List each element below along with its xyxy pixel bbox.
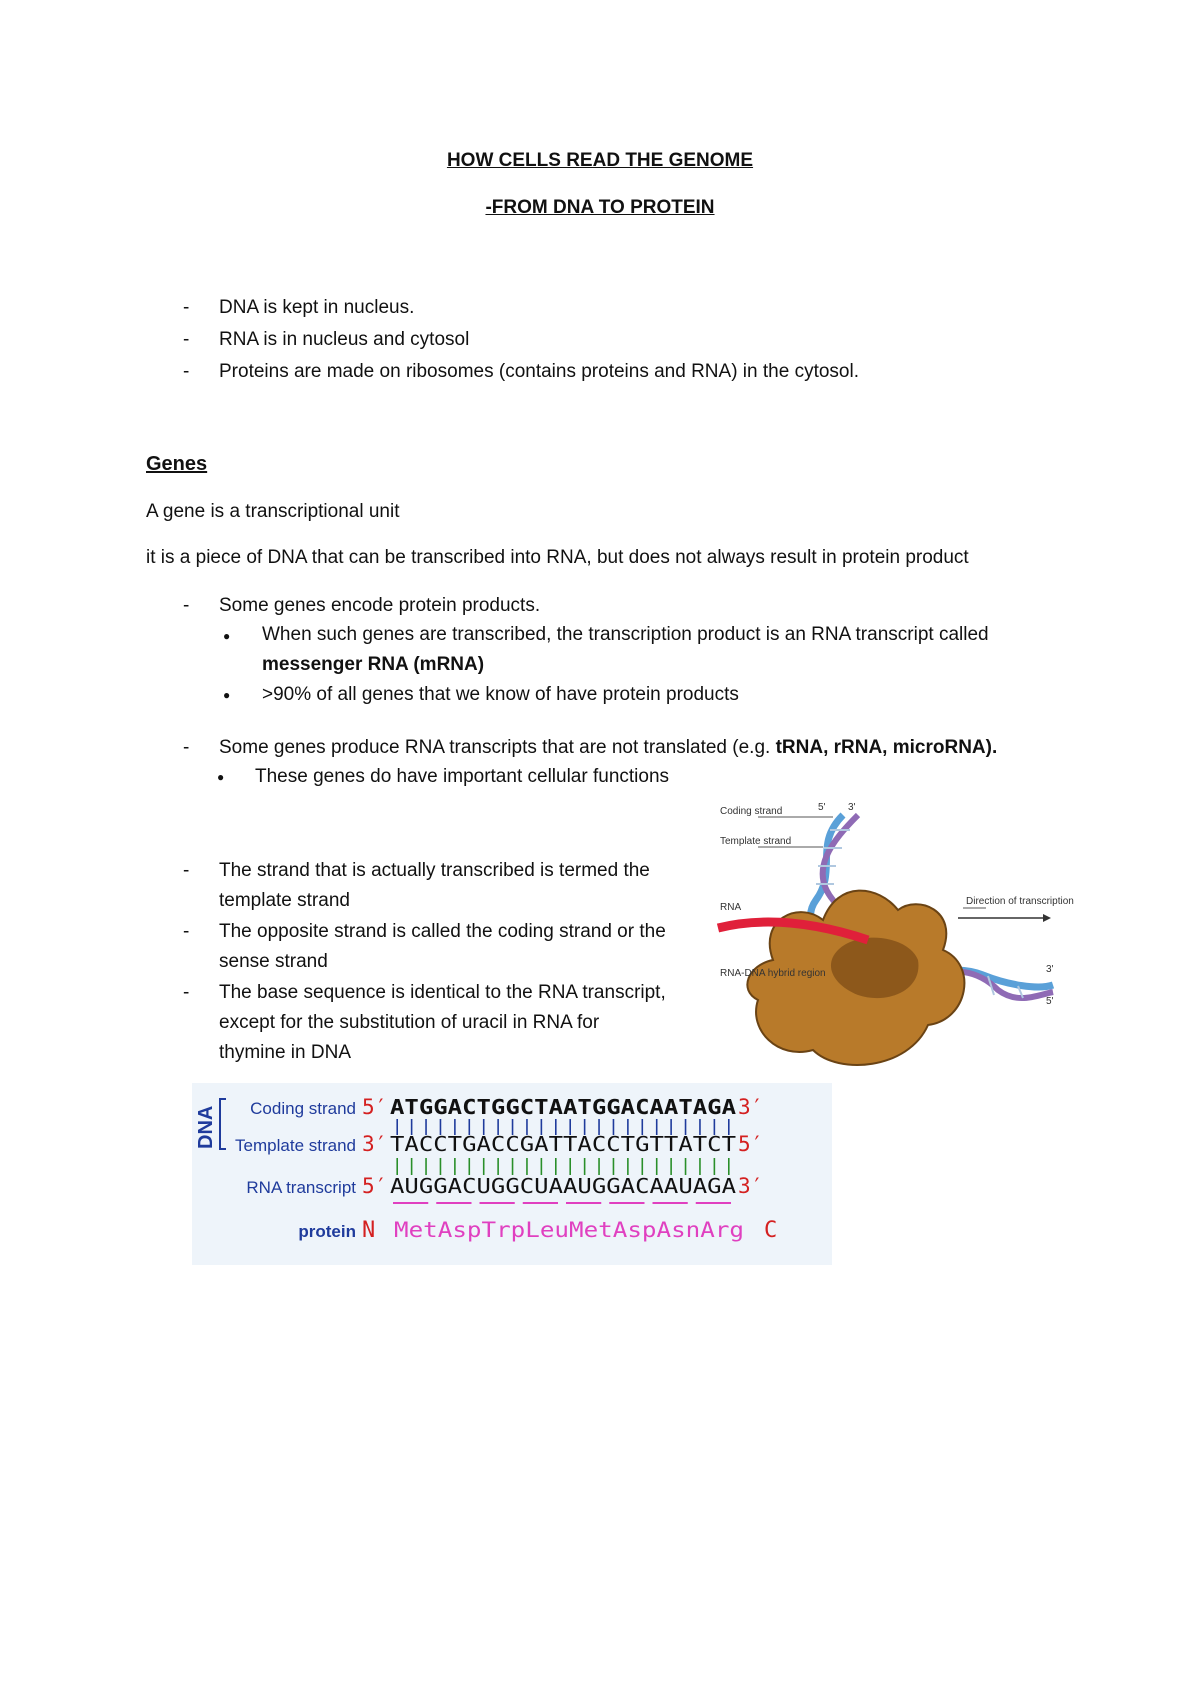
page-subtitle: -FROM DNA TO PROTEIN [485,197,715,218]
section-heading: Genes [146,453,208,475]
label-5prime: 5' [818,802,826,813]
list-dash: - [183,329,190,350]
coding-5prime: 5′ [362,1095,388,1119]
key-term: tRNA, rRNA, microRNA). [775,737,998,758]
template-3prime: 3′ [362,1132,388,1156]
rna-3prime: 3′ [738,1174,764,1198]
protein-c-terminus: C [764,1218,778,1243]
label-direction: Direction of transcription [966,896,1074,907]
list-dash: - [183,737,190,758]
list-item [219,737,997,759]
list-dash: - [183,921,190,942]
list-dash: - [183,361,190,382]
bullet-icon: ● [217,770,225,784]
list-dash: - [183,982,190,1003]
list-item: DNA is kept in nucleus. [219,297,415,318]
template-5prime: 5′ [738,1132,764,1156]
list-item: >90% of all genes that we know of have protein products [262,684,739,705]
list-item: sense strand [219,951,328,972]
paragraph: it is a piece of DNA that can be transcribed into RNA, but does not always result in protein product [146,547,969,568]
key-term: messenger RNA (mRNA) [262,654,485,675]
protein-sequence: MetAspTrpLeuMetAspAsnArg [394,1218,744,1242]
list-item: except for the substitution of uracil in RNA for [219,1012,600,1033]
template-strand-label: Template strand [235,1136,356,1155]
list-item: Proteins are made on ribosomes (contains proteins and RNA) in the cytosol. [219,361,859,382]
label-3prime-right: 3' [1046,964,1054,975]
protein-n-terminus: N [362,1218,376,1243]
rna-transcript-label: RNA transcript [246,1178,356,1197]
bullet-icon: ● [223,688,231,702]
page-title: HOW CELLS READ THE GENOME [446,150,754,171]
label-5prime-right: 5' [1046,996,1054,1007]
list-item: The opposite strand is called the coding strand or the [219,921,666,942]
rna-5prime: 5′ [362,1174,388,1198]
item-text: Some genes produce RNA transcripts that are not translated (e.g. [219,737,776,758]
list-item: When such genes are transcribed, the transcription product is an RNA transcript called [262,624,989,645]
list-item: Some genes encode protein products. [219,595,541,616]
list-item: template strand [219,890,350,911]
rna-polymerase-illustration [718,800,1074,1080]
label-template: Template strand [720,836,792,847]
coding-sequence: ATGGACTGGCTAATGGACAATAGA [390,1095,736,1119]
rna-sequence: AUGGACUGGCUAAUGGACAAUAGA [390,1174,736,1198]
list-item: thymine in DNA [219,1042,351,1063]
bullet-icon: ● [223,629,231,643]
coding-3prime: 3′ [738,1095,764,1119]
list-dash: - [183,297,190,318]
sequence-figure [192,1083,832,1265]
list-item: These genes do have important cellular functions [255,766,670,787]
label-3prime: 3' [848,802,856,813]
paragraph: A gene is a transcriptional unit [146,501,400,522]
label-rna: RNA [720,902,742,913]
list-item: The strand that is actually transcribed is termed the [219,860,650,881]
dna-label: DNA [195,1105,217,1149]
label-coding: Coding strand [720,806,783,817]
list-item: RNA is in nucleus and cytosol [219,329,470,350]
template-sequence: TACCTGACCGATTACCTGTTATCT [390,1132,736,1156]
list-dash: - [183,595,190,616]
protein-label: protein [298,1222,356,1241]
list-item: The base sequence is identical to the RNA transcript, [219,982,666,1003]
label-hybrid: RNA-DNA hybrid region [720,968,826,979]
coding-strand-label: Coding strand [250,1099,356,1118]
list-dash: - [183,860,190,881]
